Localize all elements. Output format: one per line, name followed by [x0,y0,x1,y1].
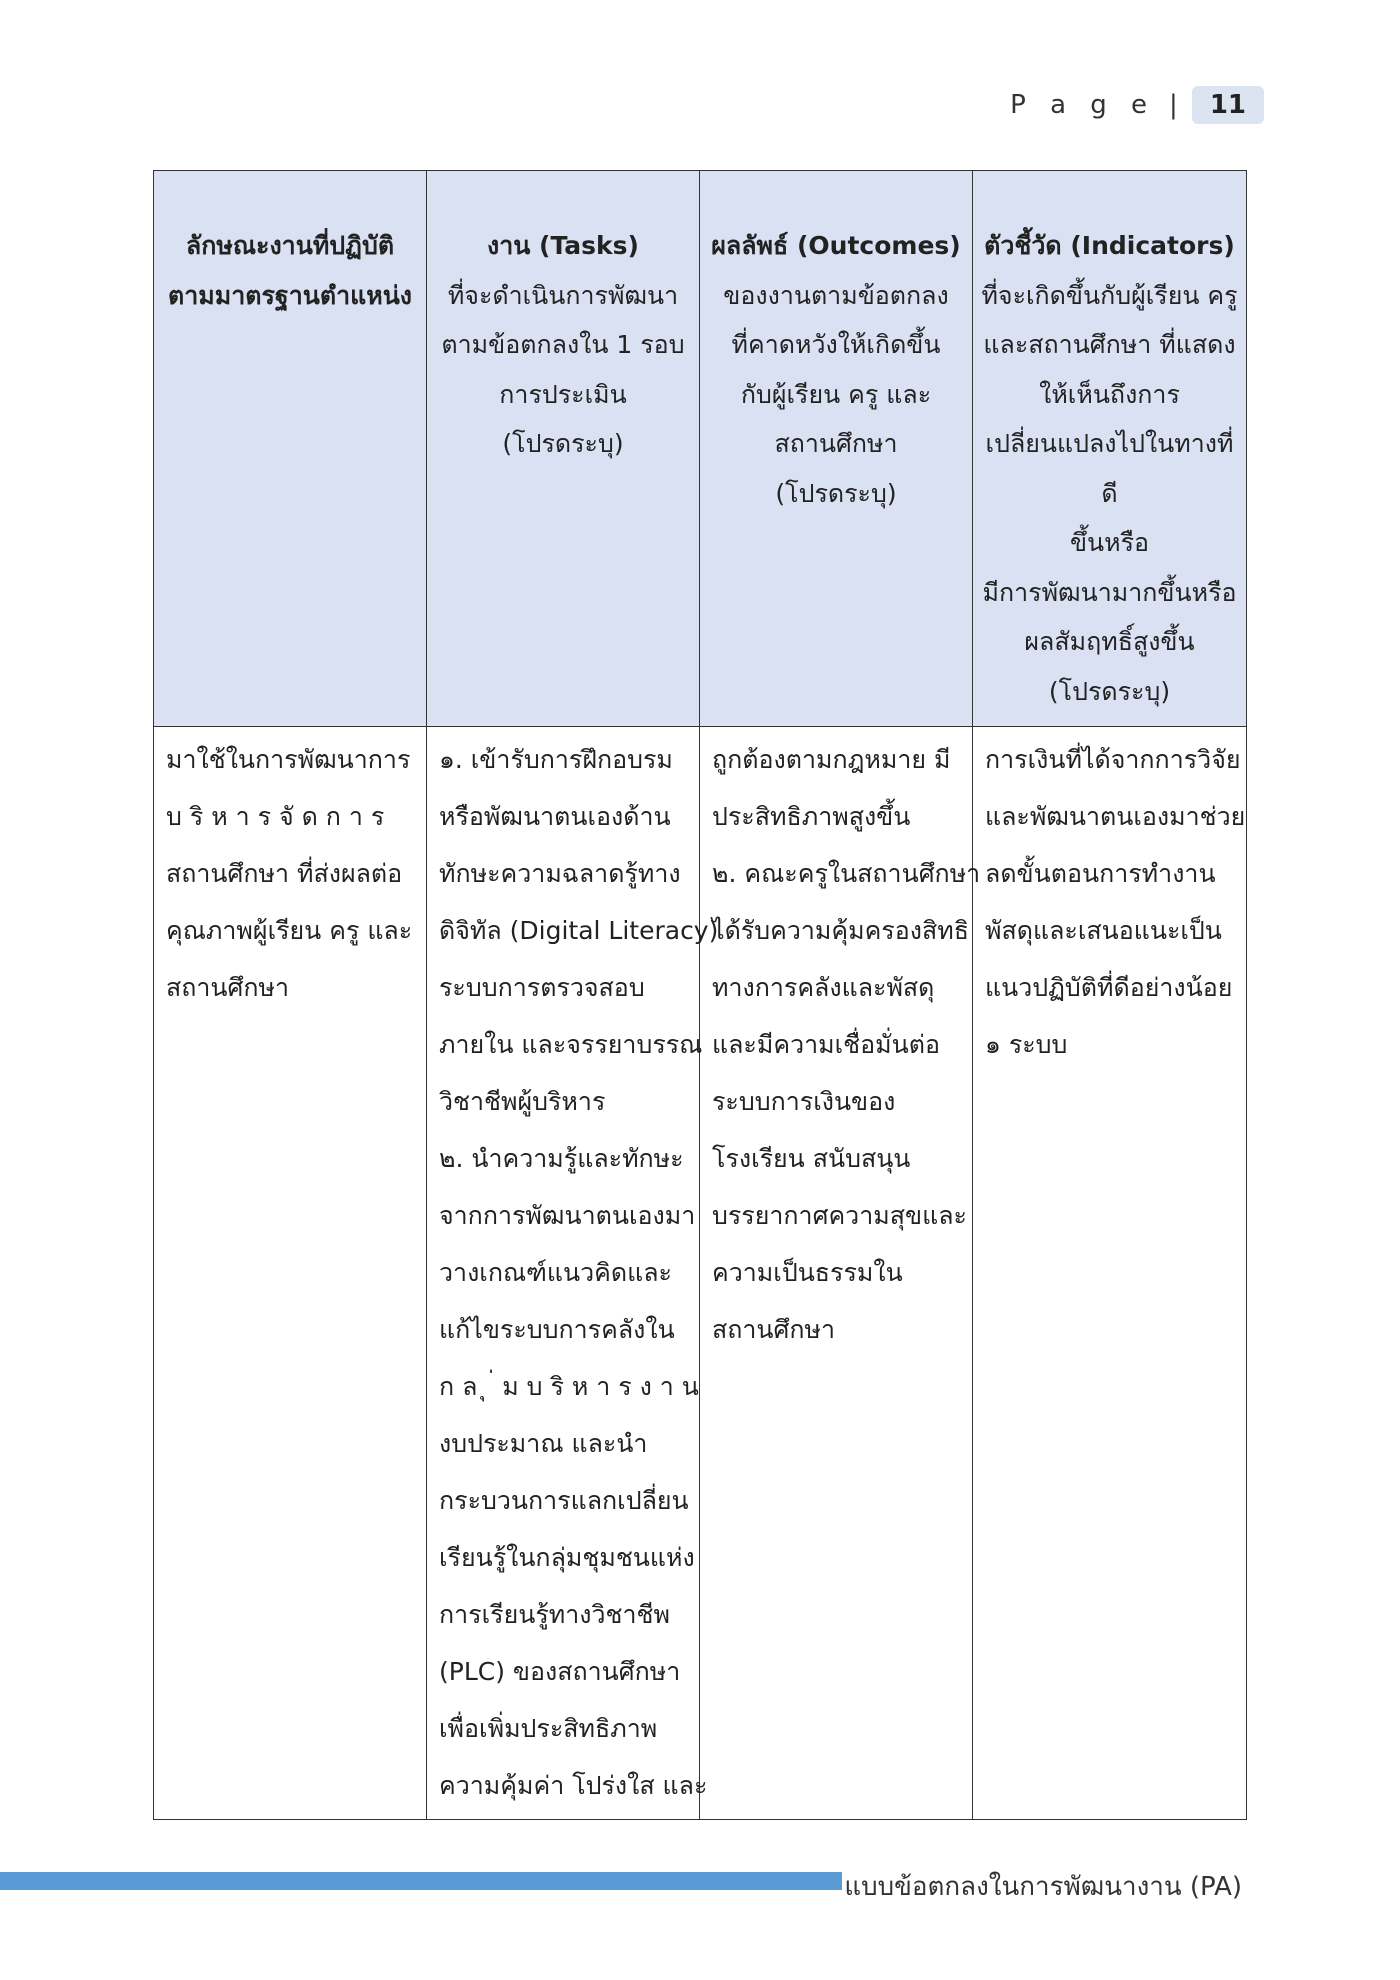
header-line: และสถานศึกษา ที่แสดง [983,330,1236,359]
header-line: (โปรดระบุ) [502,429,624,458]
header-line: เปลี่ยนแปลงไปในทางที่ดี [985,429,1234,508]
cell-text-line: การเงินที่ได้จากการวิจัย [985,745,1241,774]
cell-text-line: ทักษะความฉลาดรู้ทาง [439,859,681,888]
cell-text-line: งบประมาณ และนำ [439,1429,648,1458]
header-line: ตัวชี้วัด (Indicators) [984,231,1235,260]
cell-text-line: ก ล ุ ่ ม บ ริ ห า ร ง า น [439,1372,699,1401]
header-line: ให้เห็นถึงการ [1039,379,1180,409]
header-line: ขึ้นหรือ [1069,528,1150,557]
cell-text-line: ทางการคลังและพัสดุ [712,973,935,1002]
header-line: ของงานตามข้อตกลง [723,280,949,310]
cell-text-line: ๒. คณะครูในสถานศึกษา [712,859,981,888]
footer-bar [0,1872,842,1890]
cell-text-line: ๑. เข้ารับการฝึกอบรม [439,745,673,774]
cell-indicators [973,727,1247,1820]
footer-title: แบบข้อตกลงในการพัฒนางาน (PA) [844,1872,1242,1902]
header-line: สถานศึกษา [774,429,898,458]
cell-outcomes [700,727,981,1820]
cell-text-line: และมีความเชื่อมั่นต่อ [712,1030,940,1059]
cell-text-line: มาใช้ในการพัฒนาการ [166,745,411,774]
header-line: ที่จะเกิดขึ้นกับผู้เรียน ครู [981,280,1238,310]
header-line: ตามมาตรฐานตำแหน่ง [167,280,413,310]
header-line: มีการพัฒนามากขึ้นหรือ [982,577,1237,607]
cell-text-line: จากการพัฒนาตนเองมา [439,1201,696,1230]
cell-text-line: ลดขั้นตอนการทำงาน [985,859,1216,888]
cell-tasks [427,727,719,1820]
cell-text-line: บรรยากาศความสุขและ [712,1201,967,1230]
cell-text-line: ดิจิทัล (Digital Literacy) [439,916,719,945]
cell-text-line: (PLC) ของสถานศึกษา [439,1657,681,1686]
page-separator: | [1169,90,1178,120]
cell-text-line: ความเป็นธรรมใน [712,1258,903,1287]
cell-text-line: ๒. นำความรู้และทักษะ [439,1144,684,1173]
cell-text-line: และพัฒนาตนเองมาช่วย [985,802,1246,831]
cell-text-line: สถานศึกษา [166,973,290,1002]
header-line: (โปรดระบุ) [1048,676,1171,706]
header-line: งาน (Tasks) [487,231,639,260]
cell-text-line: เพื่อเพิ่มประสิทธิภาพ [439,1714,658,1743]
header-line: ผลสัมฤทธิ์สูงขึ้น [1024,627,1195,656]
header-line: กับผู้เรียน ครู และ [740,379,932,409]
table-header-row [154,171,1247,727]
cell-text-line: หรือพัฒนาตนเองด้าน [439,802,671,831]
cell-text-line: สถานศึกษา ที่ส่งผลต่อ [166,859,403,888]
cell-text-line: พัสดุและเสนอแนะเป็น [985,916,1222,945]
cell-text-line: การเรียนรู้ทางวิชาชีพ [439,1600,670,1629]
cell-text-line: สถานศึกษา [712,1315,836,1344]
page-header [1010,86,1264,124]
page-label: P a g e [1010,90,1156,120]
cell-text-line: ระบบการเงินของ [712,1087,896,1116]
cell-text-line: วางเกณฑ์แนวคิดและ [439,1258,672,1287]
header-cell-tasks [427,171,700,727]
header-line: ตามข้อตกลงใน 1 รอบ [441,330,685,359]
cell-text-line: ถูกต้องตามกฎหมาย มี [712,745,951,774]
cell-text-line: เรียนรู้ในกลุ่มชุมชนแห่ง [439,1543,695,1572]
cell-text-line: ๑ ระบบ [985,1030,1068,1059]
cell-text-line: ประสิทธิภาพสูงขึ้น [712,802,911,831]
table-row [154,727,1247,1820]
header-line: (โปรดระบุ) [775,478,897,508]
cell-text-line: กระบวนการแลกเปลี่ยน [439,1486,689,1515]
cell-text-line: ได้รับความคุ้มครองสิทธิ [712,916,969,945]
cell-text-line: บ ริ ห า ร จั ด ก า ร [166,802,385,831]
page-number: 11 [1192,86,1264,124]
cell-text-line: แนวปฏิบัติที่ดีอย่างน้อย [985,973,1233,1002]
cell-text-line: โรงเรียน สนับสนุน [712,1144,911,1173]
header-cell-indicators [973,171,1247,727]
header-line: การประเมิน [499,379,627,409]
header-line: ที่จะดำเนินการพัฒนา [447,280,679,310]
cell-text-line: แก้ไขระบบการคลังใน [439,1315,675,1344]
header-line: ลักษณะงานที่ปฏิบัติ [185,231,395,260]
cell-text-line: ระบบการตรวจสอบ [439,973,645,1002]
cell-text-line: วิชาชีพผู้บริหาร [439,1087,606,1116]
cell-job-characteristics [154,727,427,1820]
header-cell-job-characteristics [154,171,427,727]
cell-text-line: ความคุ้มค่า โปร่งใส และ [439,1771,708,1800]
header-line: ผลลัพธ์ (Outcomes) [711,231,961,260]
header-line: ที่คาดหวังให้เกิดขึ้น [731,330,941,359]
cell-text-line: ภายใน และจรรยาบรรณ [439,1030,703,1059]
cell-text-line: คุณภาพผู้เรียน ครู และ [166,916,413,945]
pa-agreement-table [153,170,1247,1820]
header-cell-outcomes [700,171,973,727]
